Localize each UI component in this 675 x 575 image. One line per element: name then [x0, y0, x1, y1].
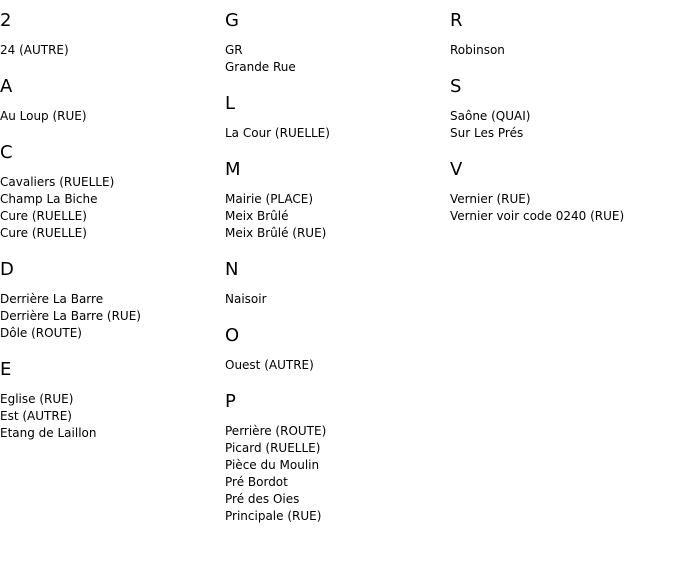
street-link[interactable]: Vernier voir code 0240 (RUE)	[450, 209, 625, 223]
letter-heading: R	[450, 10, 463, 31]
letter-heading: N	[225, 259, 239, 280]
street-link[interactable]: Naisoir	[225, 292, 267, 306]
street-link[interactable]: Pré des Oies	[225, 492, 300, 506]
letter-heading: C	[0, 142, 13, 163]
street-link[interactable]: Cure (RUELLE)	[0, 226, 87, 240]
letter-heading: S	[450, 76, 462, 97]
street-list	[450, 108, 675, 142]
index-column-3	[450, 10, 675, 242]
letter-heading: V	[450, 159, 463, 180]
letter-group-2	[0, 10, 225, 59]
index-column-2	[225, 10, 450, 542]
letter-heading: P	[225, 391, 236, 412]
letter-heading: O	[225, 325, 240, 346]
street-link[interactable]: Au Loup (RUE)	[0, 109, 87, 123]
street-list	[450, 191, 675, 225]
letter-group-c	[0, 142, 225, 242]
street-list	[0, 42, 225, 59]
letter-group-m	[225, 159, 450, 242]
street-link[interactable]: Picard (RUELLE)	[225, 441, 321, 455]
street-list	[225, 357, 450, 374]
street-link[interactable]: Dôle (ROUTE)	[0, 326, 82, 340]
street-link[interactable]: GR	[225, 43, 243, 57]
letter-group-r	[450, 10, 675, 59]
street-link[interactable]: Perrière (ROUTE)	[225, 424, 327, 438]
street-link[interactable]: Meix Brûlé	[225, 209, 289, 223]
letter-group-e	[0, 359, 225, 442]
street-link[interactable]: Pré Bordot	[225, 475, 288, 489]
street-link[interactable]: 24 (AUTRE)	[0, 43, 69, 57]
street-list	[225, 125, 450, 142]
letter-heading: M	[225, 159, 241, 180]
street-link[interactable]: Etang de Laillon	[0, 426, 97, 440]
letter-group-v	[450, 159, 675, 225]
street-link[interactable]: Sur Les Prés	[450, 126, 524, 140]
letter-heading: L	[225, 93, 236, 114]
street-link[interactable]: Cure (RUELLE)	[0, 209, 87, 223]
street-list	[450, 42, 675, 59]
street-list	[225, 423, 450, 525]
letter-heading: 2	[0, 10, 12, 31]
street-link[interactable]: Cavaliers (RUELLE)	[0, 175, 115, 189]
street-link[interactable]: Ouest (AUTRE)	[225, 358, 314, 372]
street-list	[0, 291, 225, 342]
street-list	[225, 291, 450, 308]
street-link[interactable]: Grande Rue	[225, 60, 296, 74]
street-list	[225, 42, 450, 76]
street-link[interactable]: Meix Brûlé (RUE)	[225, 226, 327, 240]
letter-heading: D	[0, 259, 14, 280]
street-link[interactable]: Mairie (PLACE)	[225, 192, 314, 206]
street-link[interactable]: Est (AUTRE)	[0, 409, 72, 423]
street-link[interactable]: Pièce du Moulin	[225, 458, 320, 472]
street-link[interactable]: Saône (QUAI)	[450, 109, 531, 123]
letter-group-s	[450, 76, 675, 142]
street-link[interactable]: Eglise (RUE)	[0, 392, 74, 406]
letter-group-o	[225, 325, 450, 374]
street-link[interactable]: Champ La Biche	[0, 192, 98, 206]
street-link[interactable]: Vernier (RUE)	[450, 192, 531, 206]
letter-heading: G	[225, 10, 239, 31]
street-link[interactable]: Robinson	[450, 43, 505, 57]
street-link[interactable]: Principale (RUE)	[225, 509, 322, 523]
letter-heading: E	[0, 359, 12, 380]
letter-group-l	[225, 93, 450, 142]
street-list	[0, 174, 225, 242]
letter-group-d	[0, 259, 225, 342]
letter-group-p	[225, 391, 450, 525]
letter-heading: A	[0, 76, 13, 97]
street-link[interactable]: Derrière La Barre	[0, 292, 104, 306]
street-list	[0, 108, 225, 125]
street-list	[0, 391, 225, 442]
street-link[interactable]: Derrière La Barre (RUE)	[0, 309, 141, 323]
letter-group-a	[0, 76, 225, 125]
index-column-1	[0, 10, 225, 459]
street-link[interactable]: La Cour (RUELLE)	[225, 126, 330, 140]
letter-group-n	[225, 259, 450, 308]
letter-group-g	[225, 10, 450, 76]
street-list	[225, 191, 450, 242]
